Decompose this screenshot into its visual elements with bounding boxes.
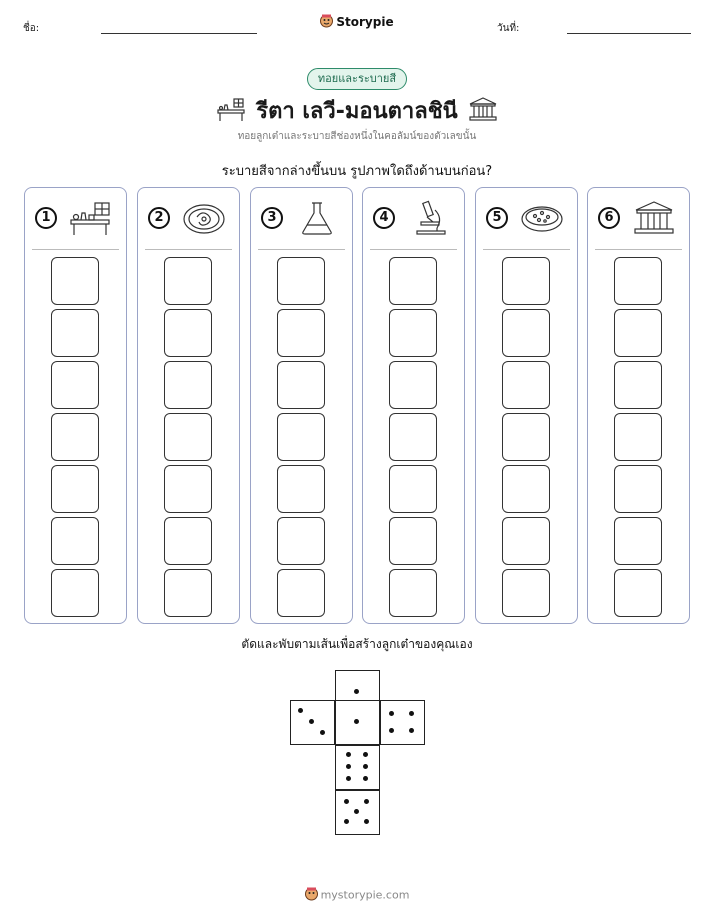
pip	[346, 752, 351, 757]
pip	[389, 711, 394, 716]
pip	[363, 764, 368, 769]
color-cell[interactable]	[614, 517, 662, 565]
activity-tag: ทอยและระบายสี	[307, 68, 407, 90]
column-5	[475, 187, 578, 624]
color-cell[interactable]	[164, 569, 212, 617]
column-number: 6	[598, 207, 620, 229]
color-cell[interactable]	[164, 465, 212, 513]
dice-face-6	[335, 745, 380, 790]
name-label: ชื่อ:	[23, 23, 40, 34]
color-cell[interactable]	[277, 361, 325, 409]
color-cell[interactable]	[614, 569, 662, 617]
pip	[346, 776, 351, 781]
storypie-logo-icon	[320, 14, 333, 31]
museum-building-icon	[632, 200, 676, 236]
flask-icon	[295, 200, 339, 236]
date-line[interactable]	[567, 33, 691, 34]
color-cell[interactable]	[164, 309, 212, 357]
pip	[409, 711, 414, 716]
color-cell[interactable]	[51, 413, 99, 461]
dice-net	[290, 670, 425, 850]
color-cell[interactable]	[389, 309, 437, 357]
column-divider	[595, 249, 682, 250]
color-cell[interactable]	[51, 257, 99, 305]
column-number: 1	[35, 207, 57, 229]
petri-dish-icon	[520, 200, 564, 236]
cut-instruction: ตัดและพับตามเส้นเพื่อสร้างลูกเต๋าของคุณเอง	[241, 637, 473, 651]
dice-face-4	[380, 700, 425, 745]
color-cell[interactable]	[389, 465, 437, 513]
storypie-logo-icon	[305, 887, 318, 904]
page-title	[0, 93, 714, 128]
color-cell[interactable]	[389, 517, 437, 565]
brand	[0, 14, 714, 31]
color-cell[interactable]	[277, 465, 325, 513]
pip	[298, 708, 303, 713]
subtitle: ทอยลูกเต๋าและระบายสีช่องหนึ่งในคอลัมน์ของตัวเลขนั้น	[237, 131, 477, 142]
color-cell[interactable]	[502, 569, 550, 617]
title-text: รีตา เลวี-มอนตาลชินี	[256, 99, 458, 124]
cell-dish-icon	[182, 200, 226, 236]
question: ระบายสีจากล่างขึ้นบน รูปภาพใดถึงด้านบนก่อน?	[221, 164, 493, 179]
microscope-icon	[407, 200, 451, 236]
color-cell[interactable]	[164, 413, 212, 461]
column-2	[137, 187, 240, 624]
footer-url[interactable]: mystorypie.com	[320, 888, 410, 902]
color-cell[interactable]	[502, 309, 550, 357]
column-3	[250, 187, 353, 624]
color-cell[interactable]	[277, 413, 325, 461]
color-cell[interactable]	[164, 517, 212, 565]
column-1	[24, 187, 127, 624]
column-number: 4	[373, 207, 395, 229]
pip	[344, 819, 349, 824]
pip	[346, 764, 351, 769]
color-cell[interactable]	[502, 517, 550, 565]
column-divider	[370, 249, 457, 250]
color-cell[interactable]	[614, 413, 662, 461]
color-cell[interactable]	[277, 517, 325, 565]
dice-face-1-center	[335, 700, 380, 745]
brand-name: Storypie	[336, 15, 394, 29]
pip	[409, 728, 414, 733]
pip	[354, 809, 359, 814]
color-cell[interactable]	[389, 569, 437, 617]
pip	[354, 689, 359, 694]
pip	[363, 776, 368, 781]
pip	[364, 799, 369, 804]
column-4	[362, 187, 465, 624]
color-cell[interactable]	[389, 361, 437, 409]
color-cell[interactable]	[389, 413, 437, 461]
color-cell[interactable]	[502, 465, 550, 513]
column-divider	[145, 249, 232, 250]
column-number: 5	[486, 207, 508, 229]
pip	[320, 730, 325, 735]
museum-building-icon	[468, 96, 498, 128]
footer	[0, 887, 714, 904]
color-cell[interactable]	[502, 361, 550, 409]
color-cell[interactable]	[389, 257, 437, 305]
column-divider	[258, 249, 345, 250]
color-cell[interactable]	[164, 361, 212, 409]
color-cell[interactable]	[51, 569, 99, 617]
column-number: 3	[261, 207, 283, 229]
color-cell[interactable]	[51, 517, 99, 565]
desk-lab-icon	[216, 96, 246, 128]
pip	[389, 728, 394, 733]
column-divider	[483, 249, 570, 250]
color-cell[interactable]	[51, 309, 99, 357]
column-number: 2	[148, 207, 170, 229]
dice-face-3	[290, 700, 335, 745]
column-6	[587, 187, 690, 624]
pip	[344, 799, 349, 804]
dice-face-5	[335, 790, 380, 835]
pip	[354, 719, 359, 724]
pip	[309, 719, 314, 724]
color-cell[interactable]	[51, 465, 99, 513]
column-divider	[32, 249, 119, 250]
color-cell[interactable]	[277, 569, 325, 617]
desk-lab-icon	[69, 200, 113, 236]
color-cell[interactable]	[502, 413, 550, 461]
pip	[363, 752, 368, 757]
pip	[364, 819, 369, 824]
color-cell[interactable]	[614, 465, 662, 513]
color-cell[interactable]	[51, 361, 99, 409]
color-cell[interactable]	[277, 257, 325, 305]
date-label: วันที่:	[497, 23, 520, 34]
color-cell[interactable]	[614, 257, 662, 305]
color-cell[interactable]	[614, 309, 662, 357]
color-cell[interactable]	[502, 257, 550, 305]
color-cell[interactable]	[277, 309, 325, 357]
color-cell[interactable]	[614, 361, 662, 409]
color-cell[interactable]	[164, 257, 212, 305]
name-line[interactable]	[101, 33, 257, 34]
